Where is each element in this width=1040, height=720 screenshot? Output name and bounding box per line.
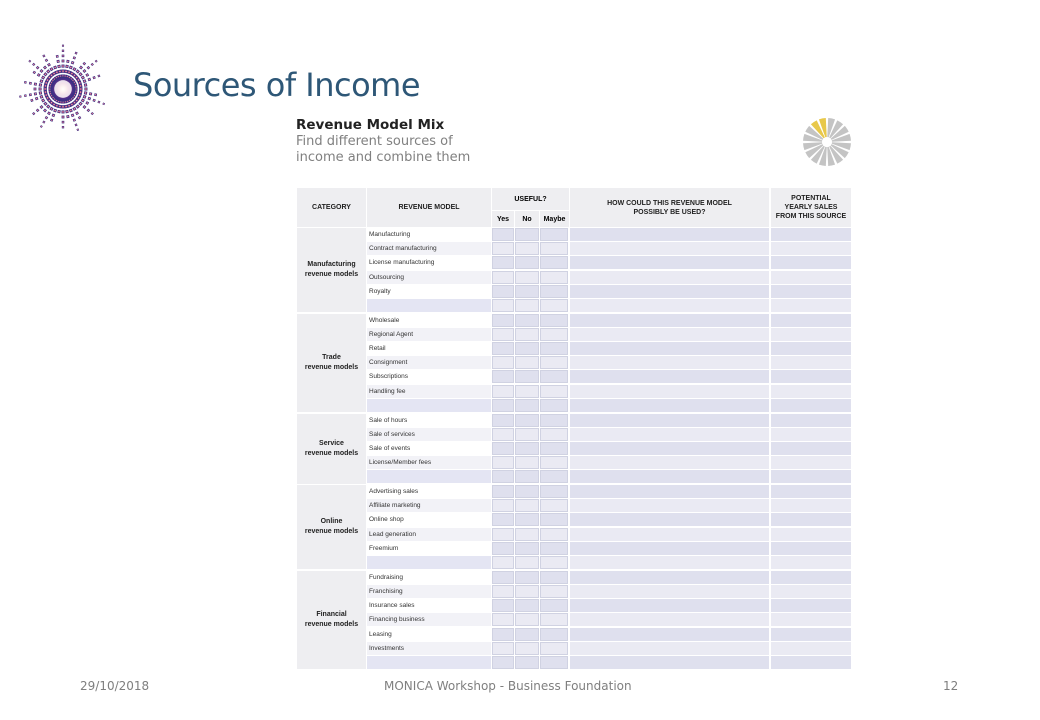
useful-no-cell[interactable] <box>515 556 539 569</box>
useful-yes-cell[interactable] <box>492 256 514 269</box>
revenue-model-cell: Financing business <box>367 613 491 626</box>
useful-no-cell[interactable] <box>515 328 539 341</box>
table-row <box>367 228 851 242</box>
how-used-cell[interactable] <box>570 228 769 241</box>
useful-no-cell[interactable] <box>515 442 539 455</box>
useful-maybe-cell[interactable] <box>540 485 568 498</box>
potential-sales-cell[interactable] <box>771 585 851 598</box>
table-row <box>367 485 851 499</box>
potential-sales-cell[interactable] <box>771 342 851 355</box>
table-row <box>367 414 851 428</box>
useful-yes-cell[interactable] <box>492 385 514 398</box>
how-used-cell[interactable] <box>570 613 769 626</box>
how-used-cell[interactable] <box>570 556 769 569</box>
revenue-model-cell: Investments <box>367 642 491 655</box>
table-row <box>367 656 851 670</box>
table-row <box>367 542 851 556</box>
table-row <box>367 370 851 384</box>
footer-text: MONICA Workshop - Business Foundation <box>384 679 632 693</box>
revenue-model-cell: Lead generation <box>367 528 491 541</box>
useful-yes-cell[interactable] <box>492 642 514 655</box>
useful-maybe-cell[interactable] <box>540 499 568 512</box>
how-used-cell[interactable] <box>570 356 769 369</box>
useful-maybe-cell[interactable] <box>540 370 568 383</box>
category-label-line2: revenue models <box>304 271 359 279</box>
revenue-model-cell: Insurance sales <box>367 599 491 612</box>
potential-sales-cell[interactable] <box>771 256 851 269</box>
potential-sales-cell[interactable] <box>771 470 851 483</box>
how-used-cell[interactable] <box>570 628 769 641</box>
useful-maybe-cell[interactable] <box>540 256 568 269</box>
table-row <box>367 256 851 270</box>
potential-sales-cell[interactable] <box>771 513 851 526</box>
potential-sales-cell[interactable] <box>771 556 851 569</box>
revenue-model-cell: Advertising sales <box>367 485 491 498</box>
useful-maybe-cell[interactable] <box>540 328 568 341</box>
useful-yes-cell[interactable] <box>492 285 514 298</box>
potential-sales-cell[interactable] <box>771 528 851 541</box>
header-how-used <box>570 188 769 227</box>
potential-sales-cell[interactable] <box>771 314 851 327</box>
how-used-cell[interactable] <box>570 271 769 284</box>
category-label <box>297 228 366 312</box>
category-group <box>297 414 851 484</box>
table-row <box>367 456 851 470</box>
category-label-line1: Financial <box>316 610 347 618</box>
table-row <box>367 385 851 399</box>
useful-maybe-cell[interactable] <box>540 556 568 569</box>
category-label-line2: revenue models <box>304 363 359 371</box>
table-row <box>367 470 851 484</box>
useful-maybe-cell[interactable] <box>540 571 568 584</box>
useful-no-cell[interactable] <box>515 642 539 655</box>
useful-maybe-cell[interactable] <box>540 442 568 455</box>
table-row <box>367 242 851 256</box>
how-used-cell[interactable] <box>570 656 769 669</box>
how-used-cell[interactable] <box>570 256 769 269</box>
potential-sales-cell[interactable] <box>771 399 851 412</box>
card-subtitle-line2: income and combine them <box>296 150 471 165</box>
potential-sales-cell[interactable] <box>771 542 851 555</box>
revenue-model-cell <box>367 299 491 312</box>
revenue-model-cell: Outsourcing <box>367 271 491 284</box>
category-group <box>297 228 851 312</box>
potential-sales-cell[interactable] <box>771 428 851 441</box>
revenue-model-cell <box>367 656 491 669</box>
revenue-model-cell: Franchising <box>367 585 491 598</box>
revenue-model-cell: Affiliate marketing <box>367 499 491 512</box>
potential-sales-cell[interactable] <box>771 370 851 383</box>
how-used-cell[interactable] <box>570 571 769 584</box>
useful-no-cell[interactable] <box>515 399 539 412</box>
potential-sales-cell[interactable] <box>771 499 851 512</box>
revenue-model-table <box>297 188 851 668</box>
table-row <box>367 399 851 413</box>
how-used-cell[interactable] <box>570 470 769 483</box>
table-row <box>367 342 851 356</box>
table-row <box>367 442 851 456</box>
how-used-cell[interactable] <box>570 499 769 512</box>
useful-yes-cell[interactable] <box>492 370 514 383</box>
useful-no-cell[interactable] <box>515 242 539 255</box>
table-row <box>367 299 851 313</box>
useful-yes-cell[interactable] <box>492 328 514 341</box>
useful-no-cell[interactable] <box>515 456 539 469</box>
useful-yes-cell[interactable] <box>492 485 514 498</box>
useful-maybe-cell[interactable] <box>540 470 568 483</box>
useful-yes-cell[interactable] <box>492 442 514 455</box>
header-maybe: Maybe <box>540 211 569 227</box>
header-no: No <box>515 211 539 227</box>
table-row <box>367 271 851 285</box>
header-revenue-model: REVENUE MODEL <box>367 188 491 227</box>
useful-maybe-cell[interactable] <box>540 656 568 669</box>
potential-sales-cell[interactable] <box>771 414 851 427</box>
how-used-cell[interactable] <box>570 299 769 312</box>
table-row <box>367 628 851 642</box>
revenue-model-cell: Consignment <box>367 356 491 369</box>
useful-maybe-cell[interactable] <box>540 228 568 241</box>
useful-yes-cell[interactable] <box>492 528 514 541</box>
header-how-line2: POSSIBLY BE USED? <box>633 208 706 216</box>
useful-maybe-cell[interactable] <box>540 299 568 312</box>
useful-no-cell[interactable] <box>515 485 539 498</box>
revenue-model-cell: Retail <box>367 342 491 355</box>
revenue-model-cell: Sale of services <box>367 428 491 441</box>
how-used-cell[interactable] <box>570 513 769 526</box>
revenue-model-cell <box>367 399 491 412</box>
potential-sales-cell[interactable] <box>771 599 851 612</box>
useful-maybe-cell[interactable] <box>540 628 568 641</box>
category-label-line1: Online <box>320 518 343 526</box>
category-label <box>297 571 366 669</box>
useful-maybe-cell[interactable] <box>540 542 568 555</box>
revenue-model-cell <box>367 470 491 483</box>
revenue-model-cell: License/Member fees <box>367 456 491 469</box>
header-yes: Yes <box>492 211 514 227</box>
useful-yes-cell[interactable] <box>492 228 514 241</box>
potential-sales-cell[interactable] <box>771 485 851 498</box>
useful-yes-cell[interactable] <box>492 271 514 284</box>
revenue-model-cell: Regional Agent <box>367 328 491 341</box>
useful-yes-cell[interactable] <box>492 314 514 327</box>
useful-yes-cell[interactable] <box>492 242 514 255</box>
useful-yes-cell[interactable] <box>492 656 514 669</box>
header-category: CATEGORY <box>297 188 366 227</box>
revenue-model-cell: Fundraising <box>367 571 491 584</box>
useful-maybe-cell[interactable] <box>540 513 568 526</box>
potential-sales-cell[interactable] <box>771 613 851 626</box>
useful-no-cell[interactable] <box>515 228 539 241</box>
useful-maybe-cell[interactable] <box>540 528 568 541</box>
useful-yes-cell[interactable] <box>492 299 514 312</box>
useful-no-cell[interactable] <box>515 385 539 398</box>
how-used-cell[interactable] <box>570 314 769 327</box>
useful-yes-cell[interactable] <box>492 513 514 526</box>
useful-yes-cell[interactable] <box>492 556 514 569</box>
table-row <box>367 314 851 328</box>
table-row <box>367 428 851 442</box>
card-subtitle-line1: Find different sources of <box>296 134 453 149</box>
potential-sales-cell[interactable] <box>771 385 851 398</box>
useful-maybe-cell[interactable] <box>540 585 568 598</box>
how-used-cell[interactable] <box>570 414 769 427</box>
useful-no-cell[interactable] <box>515 271 539 284</box>
category-label-line1: Manufacturing <box>307 261 356 269</box>
revenue-model-cell: Handling fee <box>367 385 491 398</box>
useful-no-cell[interactable] <box>515 513 539 526</box>
category-label <box>297 414 366 484</box>
potential-sales-cell[interactable] <box>771 299 851 312</box>
segmented-circle-icon <box>802 117 852 167</box>
how-used-cell[interactable] <box>570 599 769 612</box>
how-used-cell[interactable] <box>570 399 769 412</box>
potential-sales-cell[interactable] <box>771 271 851 284</box>
category-label-line2: revenue models <box>304 620 359 628</box>
useful-yes-cell[interactable] <box>492 628 514 641</box>
potential-sales-cell[interactable] <box>771 356 851 369</box>
useful-no-cell[interactable] <box>515 571 539 584</box>
revenue-model-cell <box>367 556 491 569</box>
potential-sales-cell[interactable] <box>771 456 851 469</box>
how-used-cell[interactable] <box>570 342 769 355</box>
how-used-cell[interactable] <box>570 428 769 441</box>
footer-date: 29/10/2018 <box>80 679 150 693</box>
useful-yes-cell[interactable] <box>492 456 514 469</box>
header-sales-line1: POTENTIAL <box>791 195 831 202</box>
revenue-model-cell: Manufacturing <box>367 228 491 241</box>
card-header <box>296 117 496 166</box>
how-used-cell[interactable] <box>570 370 769 383</box>
useful-yes-cell[interactable] <box>492 585 514 598</box>
how-used-cell[interactable] <box>570 642 769 655</box>
useful-yes-cell[interactable] <box>492 342 514 355</box>
useful-maybe-cell[interactable] <box>540 414 568 427</box>
useful-no-cell[interactable] <box>515 628 539 641</box>
useful-no-cell[interactable] <box>515 499 539 512</box>
how-used-cell[interactable] <box>570 542 769 555</box>
monica-logo-icon <box>14 40 112 138</box>
useful-yes-cell[interactable] <box>492 542 514 555</box>
table-row <box>367 328 851 342</box>
category-label <box>297 314 366 412</box>
revenue-model-cell: Wholesale <box>367 314 491 327</box>
header-sales-line3: FROM THIS SOURCE <box>775 213 847 220</box>
revenue-model-cell: Sale of events <box>367 442 491 455</box>
category-label <box>297 485 366 569</box>
useful-maybe-cell[interactable] <box>540 242 568 255</box>
useful-no-cell[interactable] <box>515 414 539 427</box>
useful-yes-cell[interactable] <box>492 428 514 441</box>
useful-no-cell[interactable] <box>515 428 539 441</box>
potential-sales-cell[interactable] <box>771 442 851 455</box>
revenue-model-cell: Subscriptions <box>367 370 491 383</box>
revenue-model-cell: License manufacturing <box>367 256 491 269</box>
useful-maybe-cell[interactable] <box>540 642 568 655</box>
how-used-cell[interactable] <box>570 528 769 541</box>
useful-maybe-cell[interactable] <box>540 356 568 369</box>
potential-sales-cell[interactable] <box>771 656 851 669</box>
how-used-cell[interactable] <box>570 385 769 398</box>
potential-sales-cell[interactable] <box>771 628 851 641</box>
how-used-cell[interactable] <box>570 485 769 498</box>
useful-yes-cell[interactable] <box>492 399 514 412</box>
useful-no-cell[interactable] <box>515 285 539 298</box>
how-used-cell[interactable] <box>570 442 769 455</box>
table-row <box>367 528 851 542</box>
useful-no-cell[interactable] <box>515 314 539 327</box>
revenue-model-cell: Freemium <box>367 542 491 555</box>
useful-maybe-cell[interactable] <box>540 342 568 355</box>
table-row <box>367 499 851 513</box>
useful-maybe-cell[interactable] <box>540 456 568 469</box>
useful-no-cell[interactable] <box>515 542 539 555</box>
header-how-line1: HOW COULD THIS REVENUE MODEL <box>607 199 732 207</box>
category-group <box>297 314 851 412</box>
useful-yes-cell[interactable] <box>492 414 514 427</box>
how-used-cell[interactable] <box>570 456 769 469</box>
useful-yes-cell[interactable] <box>492 571 514 584</box>
header-potential-sales <box>771 188 851 227</box>
how-used-cell[interactable] <box>570 585 769 598</box>
table-row <box>367 585 851 599</box>
useful-no-cell[interactable] <box>515 599 539 612</box>
useful-no-cell[interactable] <box>515 613 539 626</box>
revenue-model-cell: Sale of hours <box>367 414 491 427</box>
potential-sales-cell[interactable] <box>771 228 851 241</box>
useful-no-cell[interactable] <box>515 342 539 355</box>
useful-maybe-cell[interactable] <box>540 599 568 612</box>
useful-no-cell[interactable] <box>515 370 539 383</box>
revenue-model-cell: Contract manufacturing <box>367 242 491 255</box>
useful-maybe-cell[interactable] <box>540 314 568 327</box>
table-row <box>367 513 851 527</box>
revenue-model-cell: Royalty <box>367 285 491 298</box>
table-row <box>367 599 851 613</box>
table-row <box>367 356 851 370</box>
category-label-line1: Trade <box>322 353 341 361</box>
table-row <box>367 285 851 299</box>
header-useful: USEFUL? <box>492 188 569 210</box>
header-sales-line2: YEARLY SALES <box>784 204 838 211</box>
useful-no-cell[interactable] <box>515 528 539 541</box>
table-row <box>367 642 851 656</box>
useful-no-cell[interactable] <box>515 256 539 269</box>
useful-maybe-cell[interactable] <box>540 271 568 284</box>
potential-sales-cell[interactable] <box>771 285 851 298</box>
category-label-line2: revenue models <box>304 528 359 536</box>
card-title: Revenue Model Mix <box>296 117 445 133</box>
useful-yes-cell[interactable] <box>492 356 514 369</box>
useful-maybe-cell[interactable] <box>540 285 568 298</box>
table-row <box>367 556 851 570</box>
useful-no-cell[interactable] <box>515 299 539 312</box>
useful-no-cell[interactable] <box>515 585 539 598</box>
category-label-line1: Service <box>319 439 344 447</box>
how-used-cell[interactable] <box>570 285 769 298</box>
useful-maybe-cell[interactable] <box>540 613 568 626</box>
potential-sales-cell[interactable] <box>771 328 851 341</box>
table-row <box>367 571 851 585</box>
useful-maybe-cell[interactable] <box>540 385 568 398</box>
potential-sales-cell[interactable] <box>771 571 851 584</box>
useful-yes-cell[interactable] <box>492 613 514 626</box>
revenue-model-cell: Online shop <box>367 513 491 526</box>
useful-maybe-cell[interactable] <box>540 399 568 412</box>
slide-title: Sources of Income <box>133 66 421 104</box>
category-group <box>297 571 851 669</box>
useful-no-cell[interactable] <box>515 356 539 369</box>
useful-yes-cell[interactable] <box>492 499 514 512</box>
useful-yes-cell[interactable] <box>492 470 514 483</box>
potential-sales-cell[interactable] <box>771 242 851 255</box>
useful-no-cell[interactable] <box>515 470 539 483</box>
category-label-line2: revenue models <box>304 449 359 457</box>
potential-sales-cell[interactable] <box>771 642 851 655</box>
useful-maybe-cell[interactable] <box>540 428 568 441</box>
useful-yes-cell[interactable] <box>492 599 514 612</box>
revenue-model-cell: Leasing <box>367 628 491 641</box>
table-row <box>367 613 851 627</box>
useful-no-cell[interactable] <box>515 656 539 669</box>
how-used-cell[interactable] <box>570 242 769 255</box>
category-group <box>297 485 851 569</box>
page-number: 12 <box>943 679 959 693</box>
how-used-cell[interactable] <box>570 328 769 341</box>
